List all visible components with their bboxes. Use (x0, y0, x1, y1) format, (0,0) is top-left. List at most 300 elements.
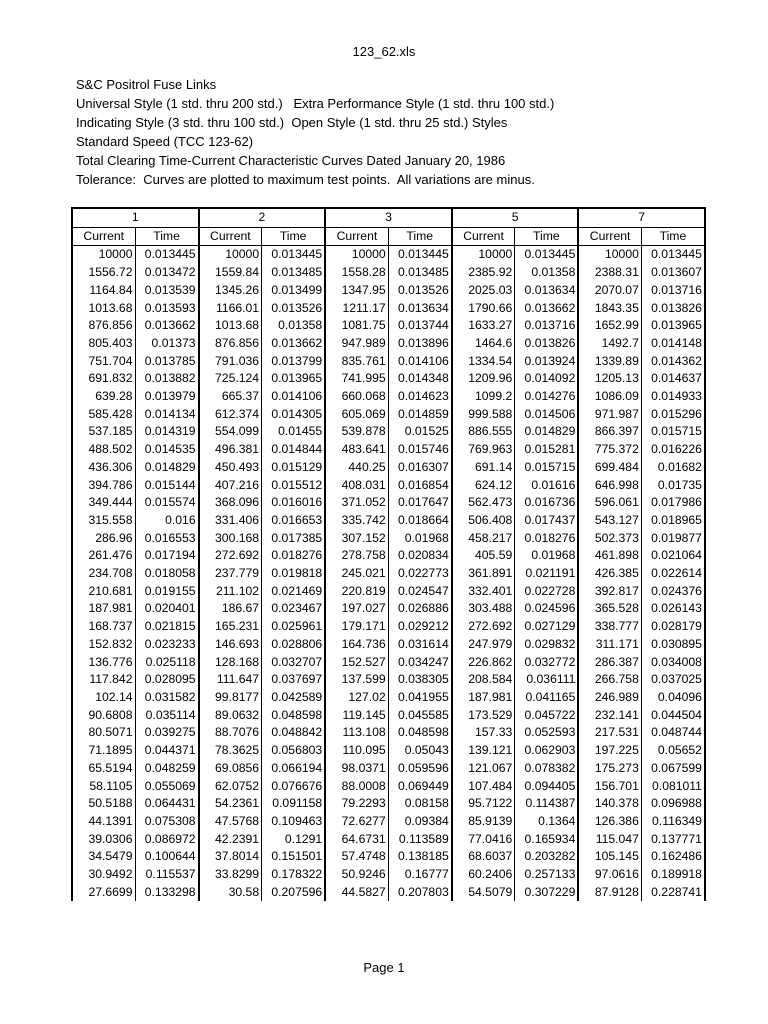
current-cell: 102.14 (72, 689, 135, 707)
current-cell: 88.7076 (199, 724, 262, 742)
time-cell: 0.013593 (135, 300, 199, 318)
current-cell: 408.031 (325, 477, 388, 495)
column-header-time: Time (262, 227, 326, 246)
current-cell: 237.779 (199, 565, 262, 583)
current-cell: 105.145 (578, 848, 641, 866)
time-cell: 0.044371 (135, 742, 199, 760)
current-cell: 30.58 (199, 884, 262, 902)
time-cell: 0.032707 (262, 654, 326, 672)
time-cell: 0.017647 (388, 494, 452, 512)
time-cell: 0.162486 (641, 848, 705, 866)
current-cell: 365.528 (578, 600, 641, 618)
current-cell: 272.692 (199, 547, 262, 565)
current-cell: 39.0306 (72, 831, 135, 849)
time-cell: 0.115537 (135, 866, 199, 884)
time-cell: 0.016653 (262, 512, 326, 530)
column-header-current: Current (578, 227, 641, 246)
time-cell: 0.013662 (262, 335, 326, 353)
current-cell: 303.488 (452, 600, 515, 618)
current-cell: 605.069 (325, 406, 388, 424)
table-row (72, 689, 705, 707)
current-cell: 502.373 (578, 530, 641, 548)
current-cell: 173.529 (452, 707, 515, 725)
current-cell: 197.225 (578, 742, 641, 760)
current-cell: 60.2406 (452, 866, 515, 884)
column-header-time: Time (641, 227, 705, 246)
time-cell: 0.01968 (515, 547, 579, 565)
time-cell: 0.013785 (135, 353, 199, 371)
table-row (72, 760, 705, 778)
time-cell: 0.037697 (262, 671, 326, 689)
time-cell: 0.034247 (388, 654, 452, 672)
column-header-time: Time (388, 227, 452, 246)
column-header-current: Current (72, 227, 135, 246)
current-cell: 483.641 (325, 441, 388, 459)
time-cell: 0.016553 (135, 530, 199, 548)
current-cell: 394.786 (72, 477, 135, 495)
current-cell: 331.406 (199, 512, 262, 530)
table-row (72, 742, 705, 760)
time-cell: 0.01373 (135, 335, 199, 353)
current-cell: 691.832 (72, 370, 135, 388)
group-header-1: 1 (72, 208, 199, 227)
time-cell: 0.015281 (515, 441, 579, 459)
current-cell: 34.5479 (72, 848, 135, 866)
current-cell: 137.599 (325, 671, 388, 689)
table-row (72, 246, 705, 264)
time-cell: 0.026886 (388, 600, 452, 618)
current-cell: 1013.68 (199, 317, 262, 335)
time-cell: 0.038305 (388, 671, 452, 689)
current-cell: 338.777 (578, 618, 641, 636)
time-cell: 0.031582 (135, 689, 199, 707)
current-cell: 128.168 (199, 654, 262, 672)
time-cell: 0.014319 (135, 423, 199, 441)
current-cell: 50.9246 (325, 866, 388, 884)
time-cell: 0.137771 (641, 831, 705, 849)
time-cell: 0.028806 (262, 636, 326, 654)
time-cell: 0.013826 (515, 335, 579, 353)
current-cell: 639.28 (72, 388, 135, 406)
time-cell: 0.024547 (388, 583, 452, 601)
time-cell: 0.113589 (388, 831, 452, 849)
current-cell: 725.124 (199, 370, 262, 388)
current-cell: 115.047 (578, 831, 641, 849)
time-cell: 0.021469 (262, 583, 326, 601)
current-cell: 47.5768 (199, 813, 262, 831)
time-cell: 0.16777 (388, 866, 452, 884)
time-cell: 0.045585 (388, 707, 452, 725)
current-cell: 585.428 (72, 406, 135, 424)
table-row (72, 565, 705, 583)
current-cell: 217.531 (578, 724, 641, 742)
time-cell: 0.014276 (515, 388, 579, 406)
time-cell: 0.133298 (135, 884, 199, 902)
time-cell: 0.01525 (388, 423, 452, 441)
current-cell: 95.7122 (452, 795, 515, 813)
current-cell: 1633.27 (452, 317, 515, 335)
current-cell: 139.121 (452, 742, 515, 760)
current-cell: 78.3625 (199, 742, 262, 760)
current-cell: 539.878 (325, 423, 388, 441)
time-cell: 0.018058 (135, 565, 199, 583)
time-cell: 0.178322 (262, 866, 326, 884)
time-cell: 0.081011 (641, 778, 705, 796)
time-cell: 0.013526 (262, 300, 326, 318)
time-cell: 0.01455 (262, 423, 326, 441)
time-cell: 0.100644 (135, 848, 199, 866)
current-cell: 71.1895 (72, 742, 135, 760)
time-cell: 0.094405 (515, 778, 579, 796)
table-row (72, 494, 705, 512)
current-cell: 1164.84 (72, 282, 135, 300)
time-cell: 0.055069 (135, 778, 199, 796)
time-cell: 0.01968 (388, 530, 452, 548)
column-header-current: Current (452, 227, 515, 246)
current-cell: 69.0856 (199, 760, 262, 778)
time-cell: 0.018276 (262, 547, 326, 565)
current-cell: 62.0752 (199, 778, 262, 796)
current-cell: 10000 (72, 246, 135, 264)
table-row (72, 459, 705, 477)
current-cell: 307.152 (325, 530, 388, 548)
document-header (76, 75, 554, 189)
current-cell: 87.9128 (578, 884, 641, 902)
time-cell: 0.015129 (262, 459, 326, 477)
time-cell: 0.015715 (641, 423, 705, 441)
time-cell: 0.014933 (641, 388, 705, 406)
current-cell: 554.099 (199, 423, 262, 441)
current-cell: 246.989 (578, 689, 641, 707)
table-row (72, 654, 705, 672)
time-cell: 0.030895 (641, 636, 705, 654)
time-cell: 0.026143 (641, 600, 705, 618)
table-body (72, 246, 705, 902)
current-cell: 197.027 (325, 600, 388, 618)
current-cell: 741.995 (325, 370, 388, 388)
time-cell: 0.151501 (262, 848, 326, 866)
current-cell: 436.306 (72, 459, 135, 477)
current-cell: 426.385 (578, 565, 641, 583)
current-cell: 168.737 (72, 618, 135, 636)
time-cell: 0.04096 (641, 689, 705, 707)
time-cell: 0.014106 (262, 388, 326, 406)
time-cell: 0.014134 (135, 406, 199, 424)
time-cell: 0.05652 (641, 742, 705, 760)
time-cell: 0.014829 (515, 423, 579, 441)
time-cell: 0.015296 (641, 406, 705, 424)
time-cell: 0.013896 (388, 335, 452, 353)
time-cell: 0.021064 (641, 547, 705, 565)
current-cell: 2070.07 (578, 282, 641, 300)
time-cell: 0.059596 (388, 760, 452, 778)
time-cell: 0.056803 (262, 742, 326, 760)
time-cell: 0.015144 (135, 477, 199, 495)
table-row (72, 636, 705, 654)
time-cell: 0.028179 (641, 618, 705, 636)
current-cell: 371.052 (325, 494, 388, 512)
time-cell: 0.013539 (135, 282, 199, 300)
time-cell: 0.109463 (262, 813, 326, 831)
current-cell: 136.776 (72, 654, 135, 672)
current-cell: 64.6731 (325, 831, 388, 849)
current-cell: 1209.96 (452, 370, 515, 388)
time-cell: 0.017437 (515, 512, 579, 530)
current-cell: 286.387 (578, 654, 641, 672)
current-cell: 775.372 (578, 441, 641, 459)
time-cell: 0.207596 (262, 884, 326, 902)
current-cell: 156.701 (578, 778, 641, 796)
current-cell: 2385.92 (452, 264, 515, 282)
time-cell: 0.138185 (388, 848, 452, 866)
current-cell: 791.036 (199, 353, 262, 371)
current-cell: 461.898 (578, 547, 641, 565)
current-cell: 405.59 (452, 547, 515, 565)
time-cell: 0.022614 (641, 565, 705, 583)
time-cell: 0.01358 (515, 264, 579, 282)
column-header-current: Current (199, 227, 262, 246)
current-cell: 30.9492 (72, 866, 135, 884)
current-cell: 450.493 (199, 459, 262, 477)
current-cell: 119.145 (325, 707, 388, 725)
current-cell: 624.12 (452, 477, 515, 495)
time-cell: 0.013485 (388, 264, 452, 282)
current-cell: 2025.03 (452, 282, 515, 300)
current-cell: 537.185 (72, 423, 135, 441)
time-cell: 0.023467 (262, 600, 326, 618)
time-cell: 0.307229 (515, 884, 579, 902)
time-cell: 0.013882 (135, 370, 199, 388)
time-cell: 0.034008 (641, 654, 705, 672)
current-cell: 1492.7 (578, 335, 641, 353)
current-cell: 152.527 (325, 654, 388, 672)
header-line-styles-2: Indicating Style (3 std. thru 100 std.) Open Style (1 std. thru 25 std.) Styles (76, 115, 508, 130)
time-cell: 0.014637 (641, 370, 705, 388)
current-cell: 286.96 (72, 530, 135, 548)
header-line-product: S&C Positrol Fuse Links (76, 77, 217, 92)
current-cell: 506.408 (452, 512, 515, 530)
column-header-current: Current (325, 227, 388, 246)
current-cell: 261.476 (72, 547, 135, 565)
current-cell: 458.217 (452, 530, 515, 548)
time-cell: 0.018664 (388, 512, 452, 530)
current-cell: 407.216 (199, 477, 262, 495)
time-cell: 0.016736 (515, 494, 579, 512)
time-cell: 0.01358 (262, 317, 326, 335)
table-row (72, 423, 705, 441)
table-row (72, 530, 705, 548)
time-cell: 0.020834 (388, 547, 452, 565)
table-row (72, 282, 705, 300)
time-cell: 0.041165 (515, 689, 579, 707)
column-header-time: Time (515, 227, 579, 246)
table-row (72, 778, 705, 796)
table-row (72, 353, 705, 371)
current-cell: 315.558 (72, 512, 135, 530)
time-cell: 0.048259 (135, 760, 199, 778)
time-cell: 0.013799 (262, 353, 326, 371)
current-cell: 211.102 (199, 583, 262, 601)
time-cell: 0.014535 (135, 441, 199, 459)
time-cell: 0.014148 (641, 335, 705, 353)
time-cell: 0.013445 (641, 246, 705, 264)
current-cell: 85.9139 (452, 813, 515, 831)
current-cell: 80.5071 (72, 724, 135, 742)
time-cell: 0.01682 (641, 459, 705, 477)
current-cell: 187.981 (452, 689, 515, 707)
time-cell: 0.014623 (388, 388, 452, 406)
time-cell: 0.064431 (135, 795, 199, 813)
current-cell: 1345.26 (199, 282, 262, 300)
current-cell: 1558.28 (325, 264, 388, 282)
current-cell: 612.374 (199, 406, 262, 424)
time-cell: 0.013445 (388, 246, 452, 264)
time-cell: 0.013634 (388, 300, 452, 318)
table-row (72, 618, 705, 636)
table-row (72, 317, 705, 335)
time-cell: 0.032772 (515, 654, 579, 672)
current-cell: 44.1391 (72, 813, 135, 831)
time-cell: 0.037025 (641, 671, 705, 689)
current-cell: 886.555 (452, 423, 515, 441)
current-cell: 1081.75 (325, 317, 388, 335)
current-cell: 179.171 (325, 618, 388, 636)
current-cell: 97.0616 (578, 866, 641, 884)
time-cell: 0.016307 (388, 459, 452, 477)
table-row (72, 512, 705, 530)
current-cell: 111.647 (199, 671, 262, 689)
time-cell: 0.014362 (641, 353, 705, 371)
time-cell: 0.1291 (262, 831, 326, 849)
current-cell: 999.588 (452, 406, 515, 424)
time-cell: 0.048598 (262, 707, 326, 725)
current-cell: 89.0632 (199, 707, 262, 725)
table-row (72, 795, 705, 813)
current-cell: 117.842 (72, 671, 135, 689)
current-cell: 665.37 (199, 388, 262, 406)
current-cell: 186.67 (199, 600, 262, 618)
time-cell: 0.05043 (388, 742, 452, 760)
current-cell: 68.6037 (452, 848, 515, 866)
time-cell: 0.013826 (641, 300, 705, 318)
current-cell: 152.832 (72, 636, 135, 654)
time-cell: 0.021191 (515, 565, 579, 583)
current-cell: 72.6277 (325, 813, 388, 831)
group-header-5: 5 (452, 208, 579, 227)
group-header-7: 7 (578, 208, 705, 227)
table-row (72, 406, 705, 424)
time-cell: 0.013445 (515, 246, 579, 264)
current-cell: 245.021 (325, 565, 388, 583)
current-cell: 835.761 (325, 353, 388, 371)
current-cell: 33.8299 (199, 866, 262, 884)
table-row (72, 671, 705, 689)
time-cell: 0.039275 (135, 724, 199, 742)
current-cell: 332.401 (452, 583, 515, 601)
time-cell: 0.066194 (262, 760, 326, 778)
current-cell: 37.8014 (199, 848, 262, 866)
current-cell: 1339.89 (578, 353, 641, 371)
current-cell: 27.6699 (72, 884, 135, 902)
time-cell: 0.013965 (641, 317, 705, 335)
time-cell: 0.025961 (262, 618, 326, 636)
current-cell: 496.381 (199, 441, 262, 459)
column-header-row (72, 227, 705, 246)
current-cell: 1211.17 (325, 300, 388, 318)
current-cell: 1790.66 (452, 300, 515, 318)
time-cell: 0.207803 (388, 884, 452, 902)
time-cell: 0.022773 (388, 565, 452, 583)
time-cell: 0.035114 (135, 707, 199, 725)
current-cell: 2388.31 (578, 264, 641, 282)
time-cell: 0.013607 (641, 264, 705, 282)
time-cell: 0.016226 (641, 441, 705, 459)
current-cell: 1099.2 (452, 388, 515, 406)
time-cell: 0.189918 (641, 866, 705, 884)
current-cell: 57.4748 (325, 848, 388, 866)
current-cell: 88.0008 (325, 778, 388, 796)
current-cell: 65.5194 (72, 760, 135, 778)
table-row (72, 866, 705, 884)
time-cell: 0.019155 (135, 583, 199, 601)
current-cell: 10000 (199, 246, 262, 264)
current-cell: 1464.6 (452, 335, 515, 353)
current-cell: 751.704 (72, 353, 135, 371)
table-row (72, 300, 705, 318)
header-line-styles-1: Universal Style (1 std. thru 200 std.) Extra Performance Style (1 std. thru 100 std.) (76, 96, 555, 111)
current-cell: 44.5827 (325, 884, 388, 902)
current-cell: 543.127 (578, 512, 641, 530)
current-cell: 99.8177 (199, 689, 262, 707)
time-cell: 0.013744 (388, 317, 452, 335)
group-header-row (72, 208, 705, 227)
current-cell: 646.998 (578, 477, 641, 495)
time-cell: 0.114387 (515, 795, 579, 813)
table-row (72, 370, 705, 388)
time-cell: 0.048842 (262, 724, 326, 742)
time-cell: 0.078382 (515, 760, 579, 778)
time-cell: 0.019818 (262, 565, 326, 583)
table-row (72, 600, 705, 618)
time-cell: 0.036111 (515, 671, 579, 689)
current-cell: 335.742 (325, 512, 388, 530)
current-cell: 220.819 (325, 583, 388, 601)
current-cell: 805.403 (72, 335, 135, 353)
time-cell: 0.018276 (515, 530, 579, 548)
time-cell: 0.013472 (135, 264, 199, 282)
current-cell: 113.108 (325, 724, 388, 742)
current-cell: 272.692 (452, 618, 515, 636)
current-cell: 50.5188 (72, 795, 135, 813)
current-cell: 175.273 (578, 760, 641, 778)
time-cell: 0.013485 (262, 264, 326, 282)
time-cell: 0.048744 (641, 724, 705, 742)
current-cell: 90.6808 (72, 707, 135, 725)
current-cell: 311.171 (578, 636, 641, 654)
current-cell: 126.386 (578, 813, 641, 831)
time-cell: 0.062903 (515, 742, 579, 760)
current-cell: 10000 (578, 246, 641, 264)
current-cell: 208.584 (452, 671, 515, 689)
current-cell: 876.856 (72, 317, 135, 335)
current-cell: 947.989 (325, 335, 388, 353)
current-cell: 187.981 (72, 600, 135, 618)
time-cell: 0.09384 (388, 813, 452, 831)
time-cell: 0.014305 (262, 406, 326, 424)
current-cell: 392.817 (578, 583, 641, 601)
current-cell: 278.758 (325, 547, 388, 565)
time-cell: 0.013662 (515, 300, 579, 318)
